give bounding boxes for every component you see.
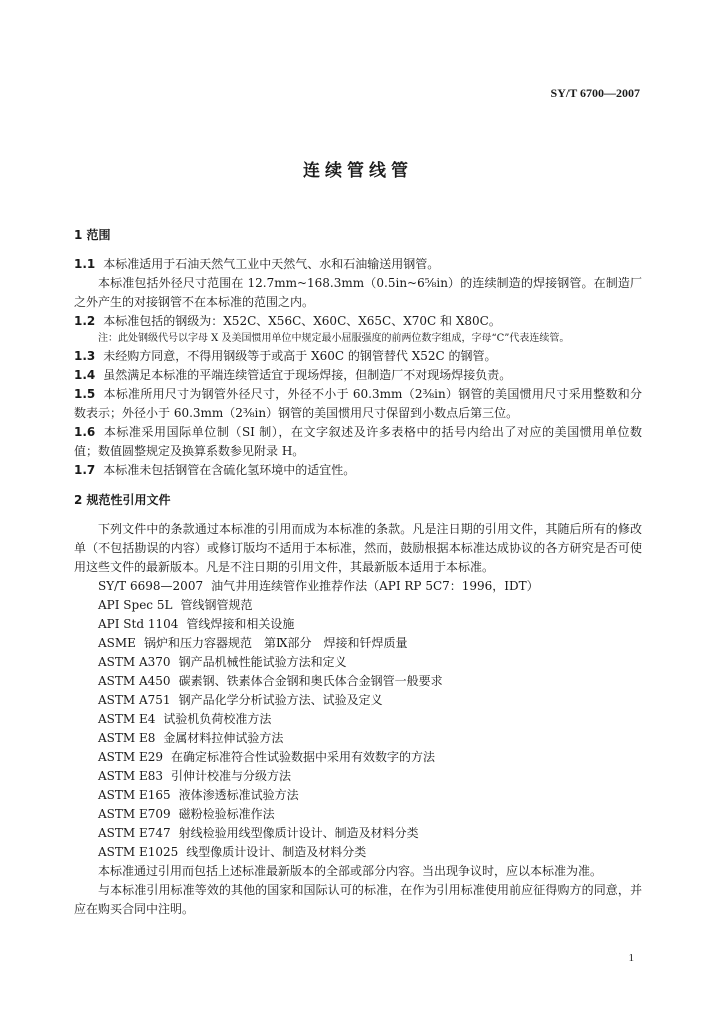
standard-number: SY/T 6700—2007 bbox=[550, 86, 640, 100]
clause-text: 本标准适用于石油天然气工业中天然气、水和石油输送用钢管。 bbox=[103, 257, 440, 271]
reference-code: ASTM E1025 bbox=[98, 845, 179, 859]
clause bbox=[74, 423, 642, 461]
section-1-items bbox=[74, 255, 642, 480]
reference-code: ASTM E747 bbox=[98, 826, 171, 840]
reference-item bbox=[98, 691, 642, 710]
clause-number: 1.4 bbox=[74, 368, 96, 382]
reference-title: 油气井用连续管作业推荐作法（API RP 5C7：1996，IDT） bbox=[211, 579, 539, 593]
reference-code: ASTM E165 bbox=[98, 788, 171, 802]
reference-title: 液体渗透标准试验方法 bbox=[178, 788, 299, 802]
reference-item bbox=[98, 634, 642, 653]
reference-code: API Spec 5L bbox=[98, 598, 173, 612]
reference-title: 磁粉检验标准作法 bbox=[178, 807, 275, 821]
reference-title: 管线钢管规范 bbox=[180, 598, 253, 612]
clause-text: 本标准所用尺寸为钢管外径尺寸，外径不小于 60.3mm（2⅜in）钢管的美国惯用尺寸采用整数和分数表示；外径小于 60.3mm（2⅜in）钢管的美国惯用尺寸保留到小数点后第三位。 bbox=[74, 387, 642, 420]
reference-code: API Std 1104 bbox=[98, 617, 179, 631]
reference-code: ASTM E4 bbox=[98, 712, 156, 726]
section-2-heading: 2 规范性引用文件 bbox=[74, 493, 171, 507]
clause-number: 1.2 bbox=[74, 314, 96, 328]
clause bbox=[74, 347, 642, 366]
clause-number: 1.1 bbox=[74, 257, 96, 271]
page-number: 1 bbox=[628, 952, 634, 964]
clause-text: 注：此处钢级代号以字母 X 及美国惯用单位中规定最小屈服强度的前两位数字组成，字母“C”代表连续管。 bbox=[98, 333, 570, 344]
document-title: 连续管线管 bbox=[303, 161, 413, 181]
closing-paragraph: 与本标准引用标准等效的其他的国家和国际认可的标准，在作为引用标准使用前应征得购方的同意，并应在购买合同中注明。 bbox=[74, 883, 642, 916]
reference-title: 金属材料拉伸试验方法 bbox=[163, 731, 284, 745]
clause bbox=[74, 461, 642, 480]
reference-title: 引伸计校准与分级方法 bbox=[171, 769, 292, 783]
reference-item bbox=[98, 596, 642, 615]
reference-title: 锅炉和压力容器规范 第Ⅸ部分 焊接和钎焊质量 bbox=[143, 636, 408, 650]
section-2-intro: 下列文件中的条款通过本标准的引用而成为本标准的条款。凡是注日期的引用文件，其随后所有的修改单（不包括勘误的内容）或修订版均不适用于本标准，然而，鼓励根据本标准达成协议的各方研究是否可使用这些文件的最新版本。凡是不注日期的引用文件，其最新版本适用于本标准。 bbox=[74, 522, 642, 574]
reference-code: ASTM E8 bbox=[98, 731, 156, 745]
reference-code: ASTM E83 bbox=[98, 769, 164, 783]
reference-item bbox=[98, 748, 642, 767]
reference-item bbox=[98, 672, 642, 691]
clause-text: 本标准包括外径尺寸范围在 12.7mm~168.3mm（0.5in~6⅝in）的连续制造的焊接钢管。在制造厂之外产生的对接钢管不在本标准的范围之内。 bbox=[74, 276, 642, 309]
reference-item bbox=[98, 710, 642, 729]
reference-list bbox=[74, 577, 642, 862]
clause-number: 1.5 bbox=[74, 387, 96, 401]
reference-title: 管线焊接和相关设施 bbox=[186, 617, 295, 631]
reference-title: 射线检验用线型像质计设计、制造及材料分类 bbox=[178, 826, 419, 840]
reference-item bbox=[98, 843, 642, 862]
clause bbox=[74, 385, 642, 423]
reference-item bbox=[98, 577, 642, 596]
clause bbox=[74, 366, 642, 385]
clause-note bbox=[98, 331, 642, 347]
reference-title: 线型像质计设计、制造及材料分类 bbox=[186, 845, 367, 859]
clause-number: 1.3 bbox=[74, 349, 96, 363]
reference-code: ASTM A751 bbox=[98, 693, 171, 707]
clause bbox=[74, 312, 642, 331]
reference-code: ASTM E29 bbox=[98, 750, 164, 764]
reference-title: 试验机负荷校准方法 bbox=[163, 712, 272, 726]
clause-text: 本标准未包括钢管在含硫化氢环境中的适宜性。 bbox=[103, 463, 356, 477]
clause-text: 本标准采用国际单位制（SI 制），在文字叙述及许多表格中的括号内给出了对应的美国惯用单位数值；数值圆整规定及换算系数参见附录 H。 bbox=[74, 425, 642, 458]
clause-text: 未经购方同意，不得用钢级等于或高于 X60C 的钢管替代 X52C 的钢管。 bbox=[103, 349, 497, 363]
clause bbox=[74, 255, 642, 274]
reference-item bbox=[98, 615, 642, 634]
clause-text: 本标准包括的钢级为：X52C、X56C、X60C、X65C、X70C 和 X80C。 bbox=[103, 314, 501, 328]
document-body bbox=[74, 226, 642, 919]
reference-title: 钢产品化学分析试验方法、试验及定义 bbox=[178, 693, 383, 707]
reference-item bbox=[98, 786, 642, 805]
clause-text: 虽然满足本标准的平端连续管适宜于现场焊接，但制造厂不对现场焊接负责。 bbox=[103, 368, 512, 382]
section-2-closing bbox=[74, 862, 642, 919]
reference-title: 在确定标准符合性试验数据中采用有效数字的方法 bbox=[171, 750, 436, 764]
reference-item bbox=[98, 824, 642, 843]
reference-item bbox=[98, 805, 642, 824]
clause-number: 1.6 bbox=[74, 425, 96, 439]
reference-item bbox=[98, 729, 642, 748]
reference-title: 钢产品机械性能试验方法和定义 bbox=[178, 655, 347, 669]
closing-paragraph: 本标准通过引用而包括上述标准最新版本的全部或部分内容。当出现争议时，应以本标准为准。 bbox=[98, 864, 603, 878]
reference-code: SY/T 6698—2007 bbox=[98, 579, 204, 593]
clause-number: 1.7 bbox=[74, 463, 96, 477]
reference-code: ASTM A450 bbox=[98, 674, 171, 688]
reference-item bbox=[98, 653, 642, 672]
reference-title: 碳素钢、铁素体合金钢和奥氏体合金钢管一般要求 bbox=[178, 674, 443, 688]
clause bbox=[74, 274, 642, 312]
reference-item bbox=[98, 767, 642, 786]
reference-code: ASTM E709 bbox=[98, 807, 171, 821]
reference-code: ASTM A370 bbox=[98, 655, 171, 669]
section-1-heading: 1 范围 bbox=[74, 228, 111, 242]
reference-code: ASME bbox=[98, 636, 136, 650]
